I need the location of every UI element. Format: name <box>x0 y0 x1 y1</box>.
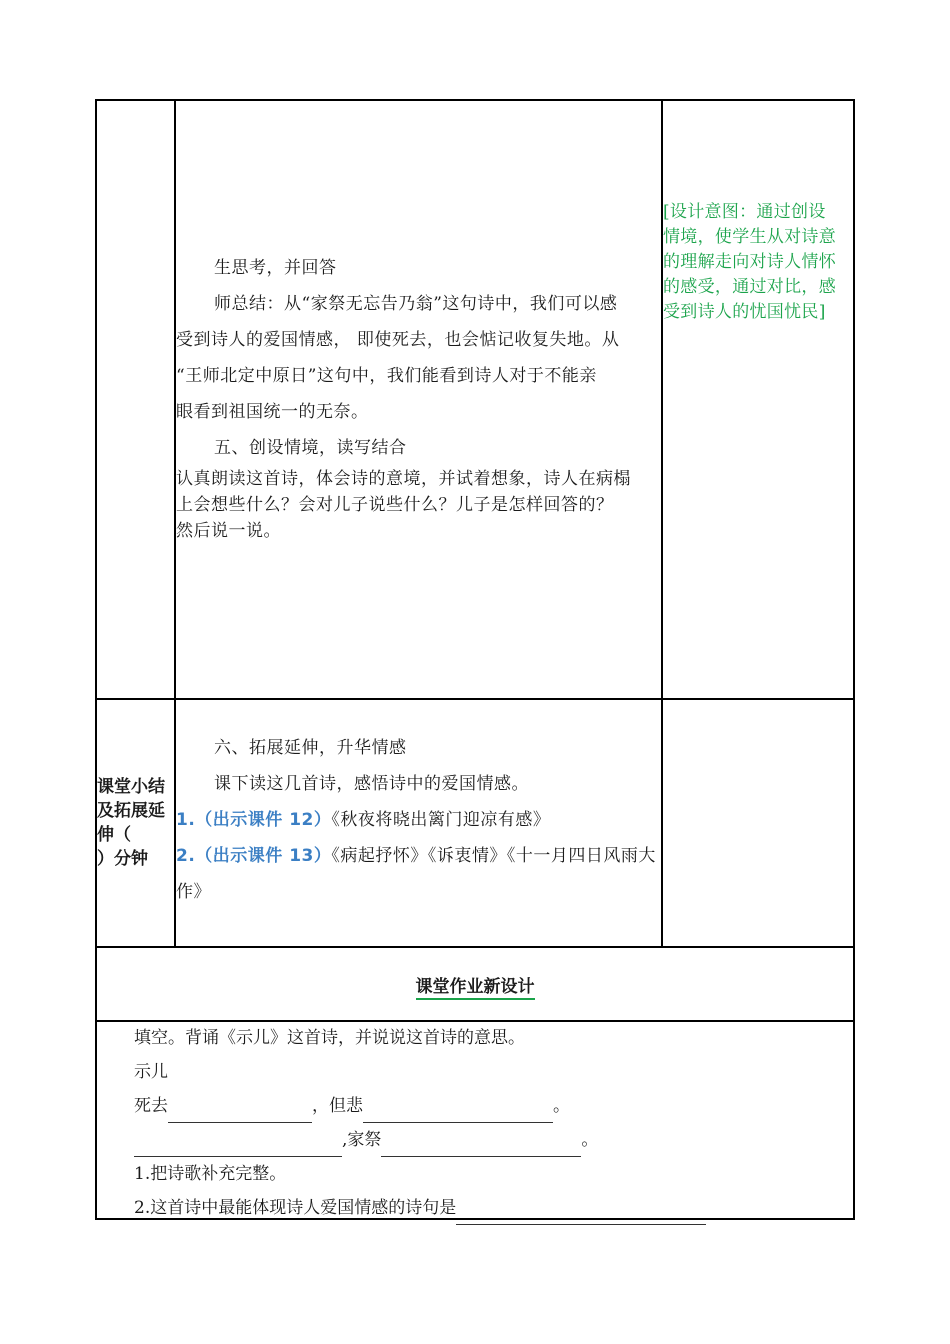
homework-content <box>134 1021 834 1225</box>
extension-cell <box>176 730 662 910</box>
poem-title: 示儿 <box>134 1062 168 1082</box>
instruction: 填空。背诵《示儿》这首诗，并说说这首诗的意思。 <box>134 1028 525 1048</box>
paragraph: 上会想些什么？会对儿子说些什么？儿子是怎样回答的？ <box>176 495 614 515</box>
text: 死去 <box>134 1096 168 1116</box>
section-heading: 六、拓展延伸，升华情感 <box>214 738 407 758</box>
design-intent-note <box>663 200 853 325</box>
reading-item-2 <box>176 838 662 874</box>
table-divider-row2 <box>95 946 855 948</box>
paragraph: 师总结：从“家祭无忘告乃翁”这句诗中，我们可以感 <box>214 294 618 314</box>
reading-item-1 <box>176 802 662 838</box>
paragraph: 认真朗读这首诗，体会诗的意境，并试着想象，诗人在病榻 <box>176 469 631 489</box>
paragraph: 然后说一说。 <box>176 521 281 541</box>
text: ,家祭 <box>342 1130 382 1150</box>
question-2 <box>134 1191 834 1225</box>
courseware-link: 1.（出示课件 12） <box>176 810 332 830</box>
note-line: 的感受，通过对比，感 <box>663 277 836 297</box>
label-line: 伸（ <box>97 825 131 845</box>
blank-field[interactable] <box>168 1100 312 1123</box>
paragraph: “王师北定中原日”这句中，我们能看到诗人对于不能亲 <box>176 366 597 386</box>
paragraph: 课下读这几首诗，感悟诗中的爱国情感。 <box>214 774 529 794</box>
summary-row-label <box>97 775 175 871</box>
note-line: 受到诗人的忧国忧民] <box>663 302 826 322</box>
paragraph: 生思考，并回答 <box>214 258 337 278</box>
text: ，但悲 <box>312 1096 363 1116</box>
note-line: 的理解走向对诗人情怀 <box>663 252 836 272</box>
text: 2.这首诗中最能体现诗人爱国情感的诗句是 <box>134 1198 457 1218</box>
blank-field[interactable] <box>134 1134 342 1157</box>
courseware-link: 2.（出示课件 13） <box>176 846 332 866</box>
label-line: 及拓展延 <box>97 801 165 821</box>
question-1: 1.把诗歌补充完整。 <box>134 1164 287 1184</box>
note-line: 情境，使学生从对诗意 <box>663 227 836 247</box>
paragraph: 受到诗人的爱国情感， 即使死去，也会惦记收复失地。从 <box>176 330 620 350</box>
table-border-right <box>853 99 855 1220</box>
homework-title-text: 课堂作业新设计 <box>416 977 535 1000</box>
blank-field[interactable] <box>363 1100 553 1123</box>
table-border-left <box>95 99 97 1220</box>
fill-line-1 <box>134 1089 834 1123</box>
table-border-top <box>95 99 855 101</box>
fill-line-2 <box>134 1123 834 1157</box>
poem-titles: 《秋夜将晓出篱门迎凉有感》 <box>331 810 551 830</box>
blank-field[interactable] <box>381 1134 581 1157</box>
text: 。 <box>553 1096 570 1116</box>
table-divider-row1 <box>95 698 855 700</box>
section-heading: 五、创设情境，读写结合 <box>214 438 407 458</box>
note-line: [设计意图：通过创设 <box>663 202 826 222</box>
blank-field[interactable] <box>456 1202 706 1225</box>
label-line: ）分钟 <box>97 849 148 869</box>
text: 。 <box>581 1130 599 1150</box>
label-line: 课堂小结 <box>97 777 165 797</box>
poem-titles: 《病起抒怀》《诉衷情》《十一月四日风雨大 <box>331 846 656 866</box>
paragraph: 眼看到祖国统一的无奈。 <box>176 402 369 422</box>
teaching-process-cell <box>176 250 662 544</box>
homework-title <box>97 972 853 997</box>
paragraph: 作》 <box>176 882 211 902</box>
